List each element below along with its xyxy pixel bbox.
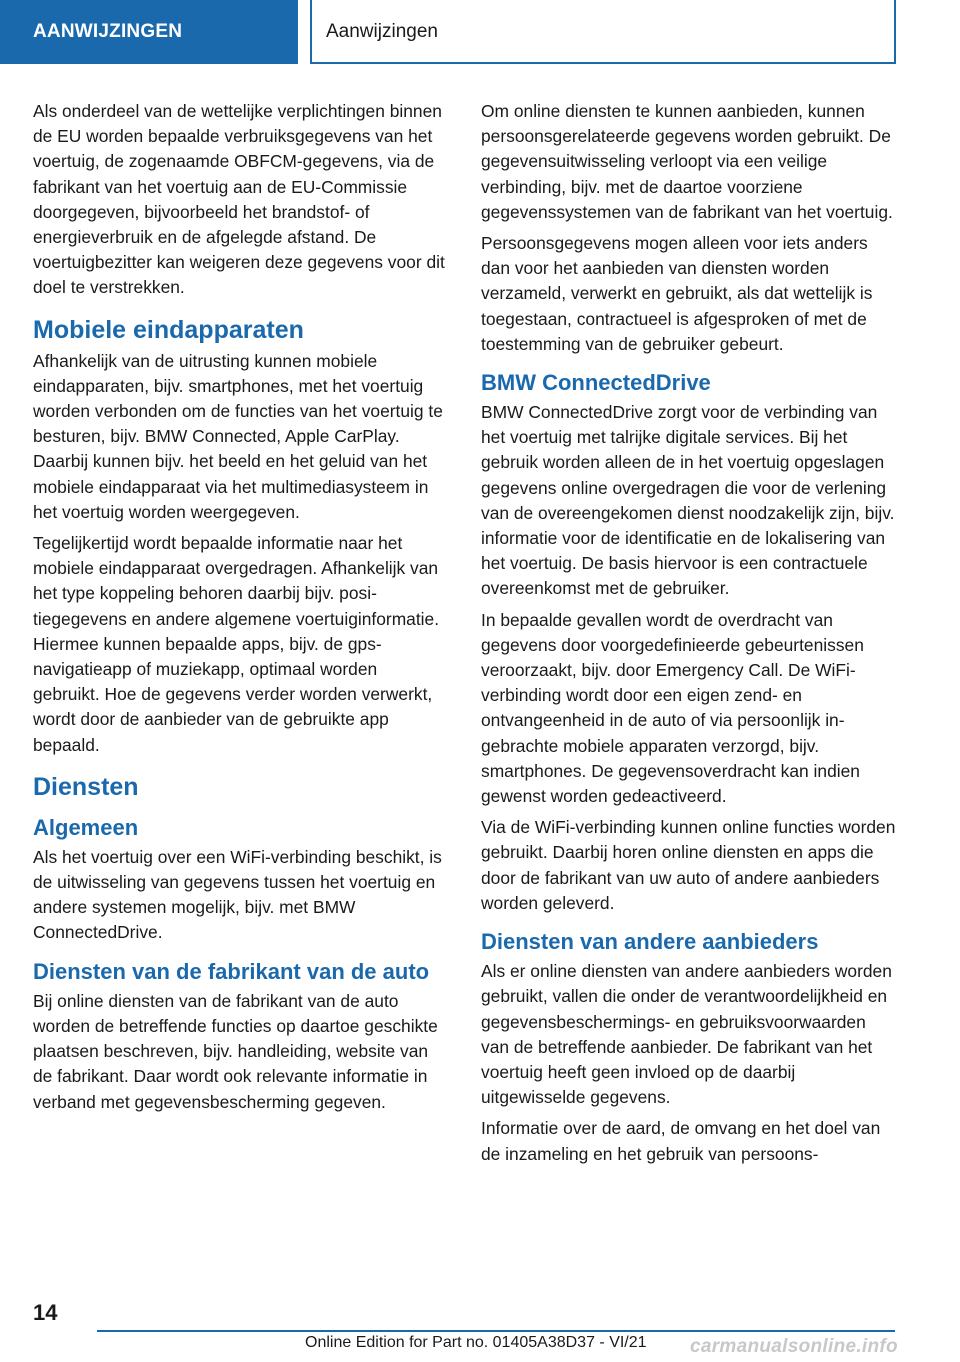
paragraph-mobile-devices: Afhankelijk van de uitrusting kunnen mobiele eindapparaten, bijv. smartphones, met het voertuig worden verbonden om de functies van het voertuig te besturen, bijv. BMW Connected, Apple CarPlay. Daarbij kunnen bijv. het beeld en het geluid van het mobiele eindapparaat via het multimediasysteem in het voertuig worden weergegeven. — [33, 350, 443, 522]
paragraph-emergency-call: In bepaalde gevallen wordt de overdracht van gegevens door voorgedefinieerde gebeurtenissen veroorzaakt, bijv. door Emergency Call. De WiFi-verbinding wordt door een eigen zend- en ontvangeenheid in de auto of via persoonlijk ingebrachte mobiele apparaten verzorgd, bijv. smartphones. De gegevensoverdracht kan indien gewenst worden gedeactiveerd. — [481, 609, 864, 807]
header-title: Aanwijzingen — [326, 21, 438, 42]
paragraph-manufacturer-services: Bij online diensten van de fabrikant van de auto worden de betreffende functies op daartoe geschikte plaatsen beschreven, bijv. handleiding, website van de fabrikant. Daar wordt ook relevante informatie in verband met gegevensbescherming gegeven. — [33, 990, 438, 1112]
paragraph-data-usage: Persoonsgegevens mogen alleen voor iets anders dan voor het aanbieden van diensten worden verzameld, verwerkt en gebruikt, als dat wettelijk is toegestaan, contractueel is afgesproken of met de toestemming van de gebruiker gebeurt. — [481, 233, 873, 354]
paragraph-connecteddrive: BMW ConnectedDrive zorgt voor de verbinding van het voertuig met talrijke digitale services. Bij het gebruik worden alleen de in het voertuig opgeslagen gegevens online overgedragen die voor de verlening van de overeengekomen dienst noodzakelijk zijn, bijv. informatie voor de identificatie en de lokalisering van het voertuig. De basis hiervoor is een contractuele overeenkomst met de gebruiker. — [481, 402, 895, 599]
paragraph-online-functions: Via de WiFi-verbinding kunnen online functies worden gebruikt. Daarbij horen online diensten en apps die door de fabrikant van uw auto of andere aanbieders worden geleverd. — [481, 817, 896, 913]
footer-divider — [97, 1330, 895, 1332]
watermark: carmanualsonline.info — [690, 1336, 898, 1357]
paragraph-personal-data: Om online diensten te kunnen aanbieden, kunnen persoonsgerelateerde gegevens worden gebruikt. De gegevensuitwisseling verloopt via een veilige verbinding, bijv. met de daartoe voorziene gegevenssystemen van de fabrikant van het voertuig. — [481, 101, 893, 222]
heading-services: Diensten — [33, 772, 139, 801]
left-column — [33, 99, 448, 1121]
paragraph-obfcm: Als onderdeel van de wettelijke verplichtingen binnen de EU worden bepaalde verbruiksgegevens van het voertuig, de zogenaamde OBFCM-gegevens, via de fabrikant van het voertuig aan de EU-Commissie doorgegeven, bijvoorbeeld het brandstof- of energieverbruik en de afgelegde afstand. De voertuigbezitter kan weigeren deze gegevens voor dit doel te verstrekken. — [33, 101, 445, 298]
paragraph-third-party: Als er online diensten van andere aanbieders worden gebruikt, vallen die onder de verantwoordelijkheid en gegevensbeschermings- en gebruiksvoorwaarden van de betreffende aanbieder. De fabrikant van het voertuig heeft geen invloed op de daarbij uitgewisselde gegevens. — [481, 961, 892, 1108]
heading-manufacturer-services: Diensten van de fabrikant van de auto — [33, 958, 430, 984]
heading-bmw-connecteddrive: BMW ConnectedDrive — [481, 370, 711, 396]
heading-mobile-devices: Mobiele eindapparaten — [33, 315, 304, 344]
header-section-tab: AANWIJZINGEN — [0, 0, 298, 64]
page-number: 14 — [33, 1300, 58, 1325]
heading-general: Algemeen — [33, 814, 139, 840]
paragraph-information-nature: Informatie over de aard, de omvang en het doel van de inzameling en het gebruik van persoons- — [481, 1118, 881, 1164]
heading-third-party-services: Diensten van andere aanbieders — [481, 929, 819, 955]
paragraph-information-transfer: Tegelijkertijd wordt bepaalde informatie naar het mobiele eindapparaat overgedragen. Afhankelijk van het type koppeling behoren daarbij bijv. positiegegevens en andere algemene voertuiginformatie. Hiermee kunnen bepaalde apps, bijv. de gps-navigatieapp of muziekapp, optimaal worden gebruikt. Hoe de gegevens verder worden verwerkt, wordt door de aanbieder van de gebruikte app bepaald. — [33, 533, 440, 755]
paragraph-wifi-exchange: Als het voertuig over een WiFi-verbinding beschikt, is de uitwisseling van gegevens tussen het voertuig en andere systemen mogelijk, bijv. met BMW ConnectedDrive. — [33, 846, 442, 943]
right-column — [481, 99, 896, 1173]
footer-edition: Online Edition for Part no. 01405A38D37 - VI/21 — [305, 1334, 647, 1351]
